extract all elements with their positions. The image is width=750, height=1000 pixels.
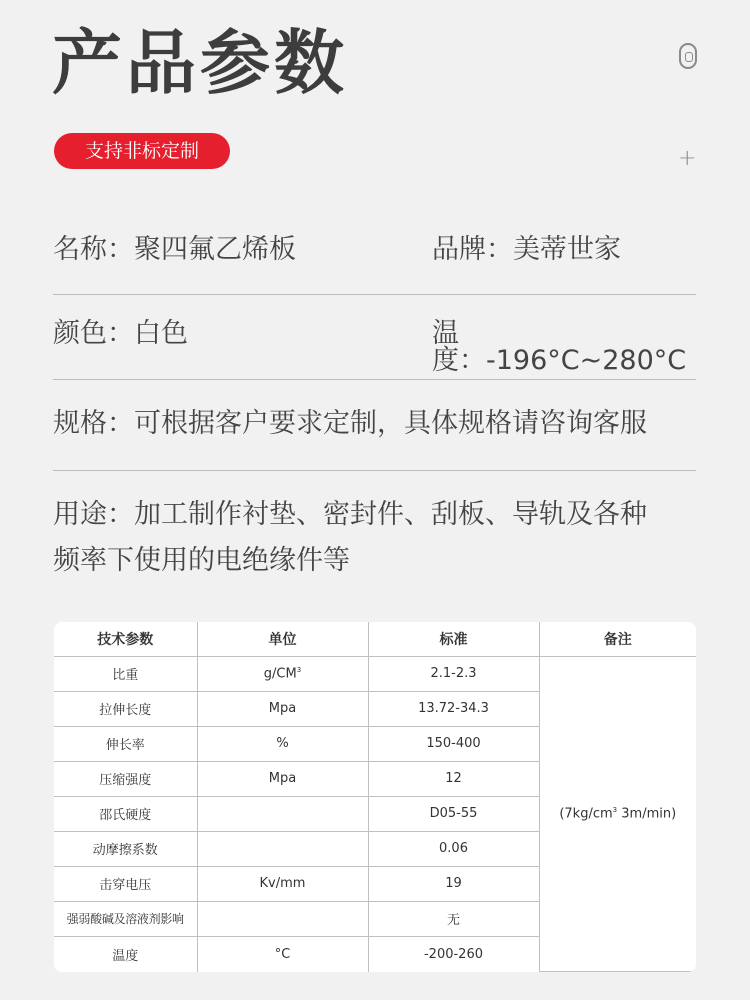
unit-cell: °C [197, 936, 368, 971]
table-row [54, 656, 696, 691]
standard-cell: -200-260 [368, 936, 539, 971]
header-standard: 标准 [368, 622, 539, 656]
product-color: 颜色：白色 [53, 318, 188, 349]
standard-cell: 13.72-34.3 [368, 691, 539, 726]
info-row-color-temp [53, 318, 696, 376]
param-cell: 拉伸长度 [54, 691, 197, 726]
standard-cell: 150-400 [368, 726, 539, 761]
table-header-row [54, 622, 696, 656]
param-cell: 温度 [54, 936, 197, 971]
plus-icon: + [678, 146, 697, 171]
product-spec: 规格：可根据客户要求定制，具体规格请咨询客服 [53, 408, 647, 439]
spec-table [54, 622, 696, 972]
info-row-name-brand [53, 236, 696, 263]
param-cell: 比重 [54, 656, 197, 691]
unit-cell [197, 831, 368, 866]
standard-cell: 19 [368, 866, 539, 901]
header-unit: 单位 [197, 622, 368, 656]
param-cell: 邵氏硬度 [54, 796, 197, 831]
unit-cell [197, 796, 368, 831]
usage-line-1: 用途：加工制作衬垫、密封件、刮板、导轨及各种 [53, 499, 647, 530]
capsule-ring-icon [679, 43, 697, 69]
product-usage [53, 492, 696, 584]
product-temperature: 温度：-196°C~280°C [432, 318, 687, 376]
unit-cell: Kv/mm [197, 866, 368, 901]
param-cell: 击穿电压 [54, 866, 197, 901]
standard-cell: D05-55 [368, 796, 539, 831]
divider [53, 470, 696, 471]
product-brand: 品牌：美蒂世家 [432, 234, 621, 265]
custom-badge: 支持非标定制 [54, 133, 230, 169]
unit-cell: Mpa [197, 691, 368, 726]
param-cell: 伸长率 [54, 726, 197, 761]
product-name: 名称：聚四氟乙烯板 [53, 234, 296, 265]
standard-cell: 0.06 [368, 831, 539, 866]
page-title: 产品参数 [52, 22, 348, 104]
divider [53, 379, 696, 380]
usage-line-2: 频率下使用的电绝缘件等 [53, 545, 350, 576]
unit-cell: Mpa [197, 761, 368, 796]
divider [53, 294, 696, 295]
standard-cell: 2.1-2.3 [368, 656, 539, 691]
param-cell: 强弱酸碱及溶液剂影响 [54, 901, 197, 936]
header-remark: 备注 [539, 622, 696, 656]
remark-cell: ($7kg/cm^3$ 3m/min) [539, 656, 696, 972]
param-cell: 压缩强度 [54, 761, 197, 796]
param-cell: 动摩擦系数 [54, 831, 197, 866]
header-param: 技术参数 [54, 622, 197, 656]
standard-cell: 12 [368, 761, 539, 796]
unit-cell: % [197, 726, 368, 761]
standard-cell: 无 [368, 901, 539, 936]
unit-cell: $g/CM^3$ [197, 656, 368, 691]
unit-cell [197, 901, 368, 936]
